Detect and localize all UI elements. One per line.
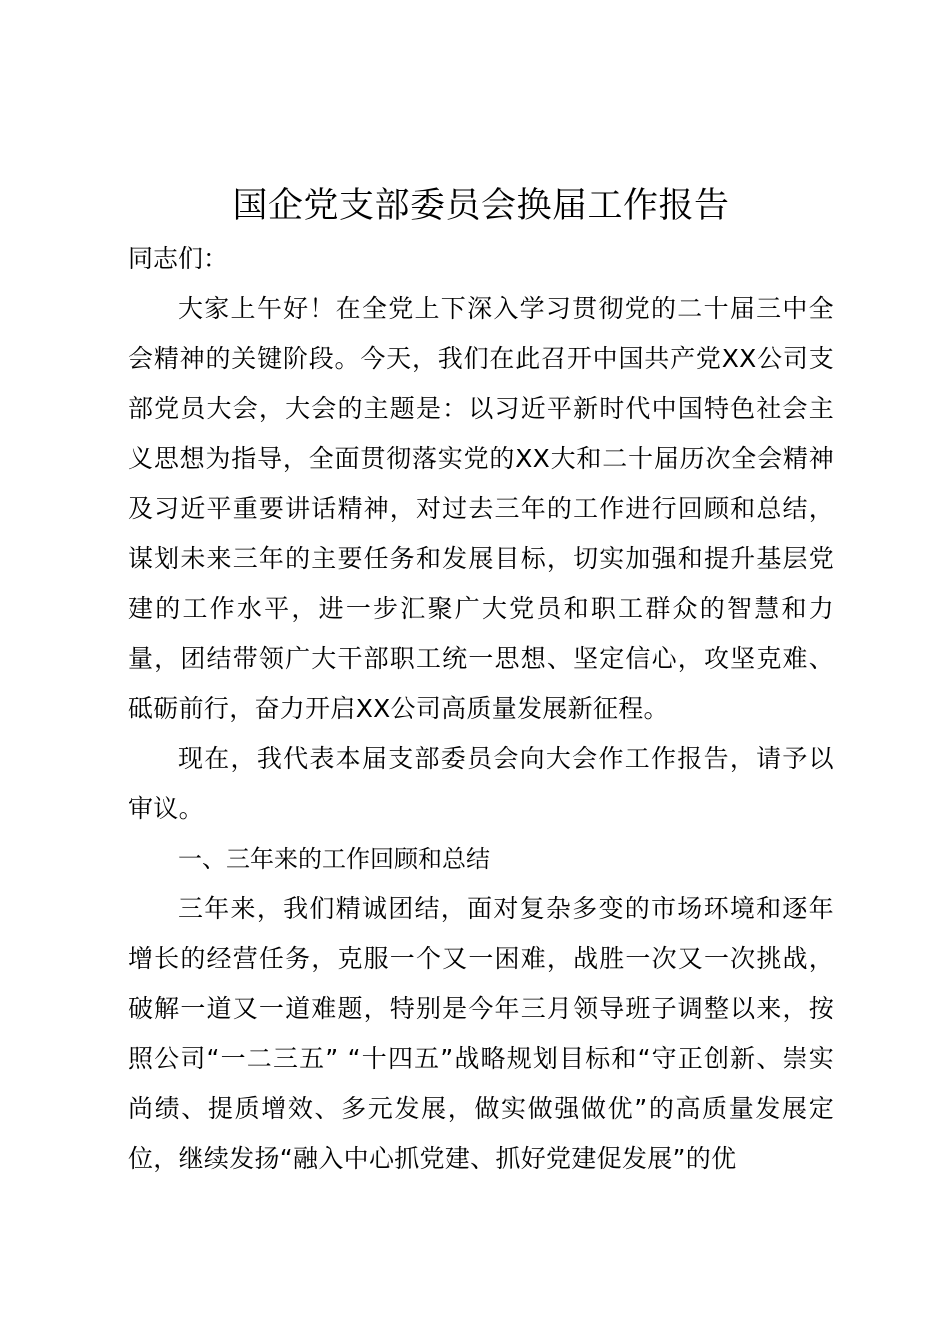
document-page (128, 178, 834, 1184)
paragraph-intro: 大家上午好！在全党上下深入学习贯彻党的二十届三中全会精神的关键阶段。今天，我们在此召开中国共产党XX公司支部党员大会，大会的主题是：以习近平新时代中国特色社会主义思想为指导，全面贯彻落实党的XX大和二十届历次全会精神及习近平重要讲话精神，对过去三年的工作进行回顾和总结，谋划未来三年的主要任务和发展目标，切实加强和提升基层党建的工作水平，进一步汇聚广大党员和职工群众的智慧和力量，团结带领广大干部职工统一思想、坚定信心，攻坚克难、砥砺前行，奋力开启XX公司高质量发展新征程。 (128, 294, 834, 723)
document-title: 国企党支部委员会换届工作报告 (232, 186, 730, 226)
paragraph-report-statement: 现在，我代表本届支部委员会向大会作工作报告，请予以审议。 (128, 744, 834, 823)
salutation: 同志们： (128, 244, 229, 273)
section-heading: 一、三年来的工作回顾和总结 (178, 845, 490, 873)
paragraph-section-body: 三年来，我们精诚团结，面对复杂多变的市场环境和逐年增长的经营任务，克服一个又一困难，战胜一次又一次挑战，破解一道又一道难题，特别是今年三月领导班子调整以来，按照公司“一二三五” “十四五”战略规划目标和“守正创新、崇实尚绩、提质增效、多元发展，做实做强做优”的高质量发展定位，继续发扬“融入中心抓党建、抓好党建促发展”的优 (128, 894, 834, 1173)
